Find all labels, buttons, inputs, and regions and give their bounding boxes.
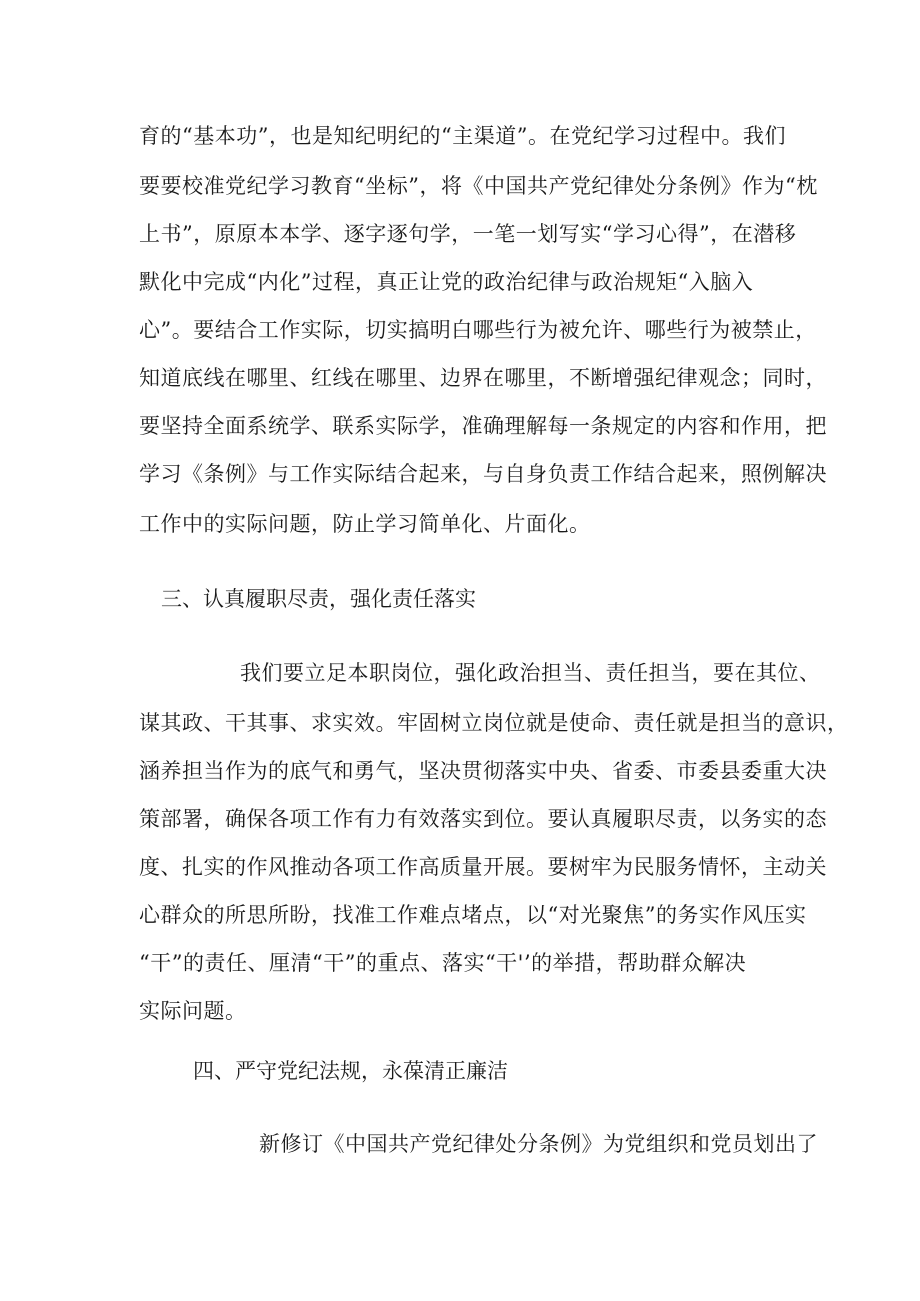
paragraph-1-line-6: 知道底线在哪里、红线在哪里、边界在哪里，不断增强纪律观念；同时， — [139, 366, 827, 390]
paragraph-3-line-7: “干”的责任、厘清“干”的重点、落实“干'’的举措，帮助群众解决 — [139, 951, 747, 975]
paragraph-3-line-5: 度、扎实的作风推动各项工作高质量开展。要树牢为民服务情怀，主动关 — [139, 855, 827, 879]
paragraph-1-line-8: 学习《条例》与工作实际结合起来，与自身负责工作结合起来，照例解决 — [139, 462, 827, 486]
paragraph-3-line-2: 谋其政、干其事、求实效。牢固树立岗位就是使命、责任就是担当的意识， — [139, 711, 849, 735]
section-3-heading: 三、认真履职尽责，强化责任落实 — [161, 587, 476, 611]
paragraph-3-line-4: 策部署，确保各项工作有力有效落实到位。要认真履职尽责，以务实的态 — [139, 807, 827, 831]
paragraph-3-line-6: 心群众的所思所盼，找准工作难点堵点，以“对光聚焦”的务实作风压实 — [139, 903, 807, 927]
paragraph-1-line-7: 要坚持全面系统学、联系实际学，准确理解每一条规定的内容和作用，把 — [139, 414, 827, 438]
paragraph-1-line-1: 育的“基本功”，也是知纪明纪的“主渠道”。在党纪学习过程中。我们 — [139, 124, 786, 148]
paragraph-1-line-4: 默化中完成“内化”过程，真正让党的政治纪律与政治规矩“入脑入 — [139, 270, 754, 294]
paragraph-1-line-5: 心”。要结合工作实际，切实搞明白哪些行为被允许、哪些行为被禁止， — [139, 318, 817, 342]
paragraph-1-line-3: 上书”，原原本本学、逐字逐句学，一笔一划写实“学习心得”，在潜移 — [139, 222, 797, 246]
paragraph-3-line-8: 实际问题。 — [139, 999, 247, 1023]
paragraph-1-line-2: 要要校准党纪学习教育“坐标”，将《中国共产党纪律处分条例》作为“枕 — [139, 174, 818, 198]
paragraph-4-line-1: 新修订《中国共产党纪律处分条例》为党组织和党员划出了 — [259, 1132, 818, 1156]
section-4-heading: 四、严守党纪法规，永葆清正廉洁 — [193, 1059, 508, 1083]
paragraph-3-line-3: 涵养担当作为的底气和勇气，坚决贯彻落实中央、省委、市委县委重大决 — [139, 759, 827, 783]
paragraph-1-line-9: 工作中的实际问题，防止学习简单化、片面化。 — [139, 512, 591, 536]
paragraph-3-line-1: 我们要立足本职岗位，强化政治担当、责任担当，要在其位、 — [240, 661, 821, 685]
